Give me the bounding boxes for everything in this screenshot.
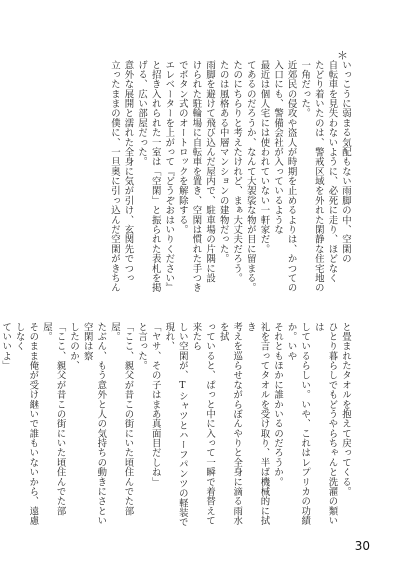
text-line: 立ったままの僕に、一旦奥に引っ込んだ空閑がきちん	[108, 60, 120, 293]
text-line: てあるのだろうか、なんて大袈裟な物が目に留まる。	[244, 60, 256, 293]
text-line: ていいよ」	[0, 322, 12, 371]
text-line: たぶん、もう意外と人の気持ちの動きにさとい空閑は察	[81, 322, 107, 526]
text-line: エレベーターを上がって『どうぞおはいりください』	[163, 60, 175, 293]
text-line: それともほかに誰かいるのだろうか。	[272, 322, 284, 487]
text-line: 「ヤサ、その子はまあ真面目だしね」	[149, 322, 161, 487]
section-marker: ＊	[337, 49, 348, 62]
text-line: ひとり暮らしでもどうやらちゃんと洗濯の類いは	[312, 322, 338, 526]
text-line: したのか、	[68, 322, 80, 371]
text-line: 最近は個人宅には使われていない一軒家だ。	[258, 60, 270, 254]
text-line: 「ここ、親父が昔この街にいた頃住んでた部屋。	[40, 322, 66, 516]
upper-text-block	[52, 60, 352, 308]
text-line: 意外な展開と濡れた全身に気が引け、玄関先でつっ	[122, 60, 134, 283]
text-line: けられた駐輪場に自転車を置き、空閑は慣れた手つき	[190, 60, 202, 293]
text-line: 雨脚を避けて飛び込んだ屋内で、駐車場の片隅に設	[204, 60, 216, 283]
text-line: 自転車を見失わないように、必死に走り、ほどなく	[326, 60, 338, 283]
text-line: 近郊民の侵攻や盗人が時期を止めるよりは、かつての	[285, 60, 297, 293]
text-line: 考えを巡らせながらぼんやりと全身に滴る雨水を拭	[217, 322, 243, 526]
text-line: 入口にも、警備会社が入っているような	[272, 60, 284, 235]
text-line: いっこうに弱まる気配もない雨脚の中、空閑の	[340, 60, 351, 264]
text-line: たのは風格ある中層マンションの建物だった。	[217, 60, 229, 264]
text-line: でボタン式のオートロックを解除する。	[176, 60, 188, 235]
text-line: と招き入れられた一室は「空閑」と振られた表札を掲	[149, 60, 161, 293]
text-line: しているらしい。いや、これはレプリカの功績か。いや	[285, 322, 311, 526]
text-line: 一角だった。	[299, 60, 311, 119]
text-line: と言った。	[136, 322, 148, 371]
page-number: 30	[354, 539, 370, 553]
text-line: たどり着いたのは、警戒区域を外れた閑静な住宅地の	[312, 60, 324, 293]
text-line: と畳まれたタオルを抱えて戻ってくる。	[340, 322, 351, 497]
text-line: っていると、ぱっと中に入って一瞬で着替えて来たら	[190, 322, 216, 526]
text-line: たのにちらりと考えたけれど、まぁ大丈夫だろう。	[231, 60, 243, 283]
text-line: げる、広い部屋だった。	[136, 60, 148, 167]
text-line: 礼を言ってタオルを受け取り、半ば機械的に拭き	[244, 322, 270, 526]
text-line: しい空閑が、Tシャツとハーフパンツの軽装で現れ、	[163, 322, 188, 528]
lower-text-block	[0, 322, 352, 532]
text-line: そのまま俺が受け継いで誰もいないから、遠慮しなく	[13, 322, 39, 526]
text-line: 「ここ、親父が昔この街にいた頃住んでた部屋。	[108, 322, 134, 516]
